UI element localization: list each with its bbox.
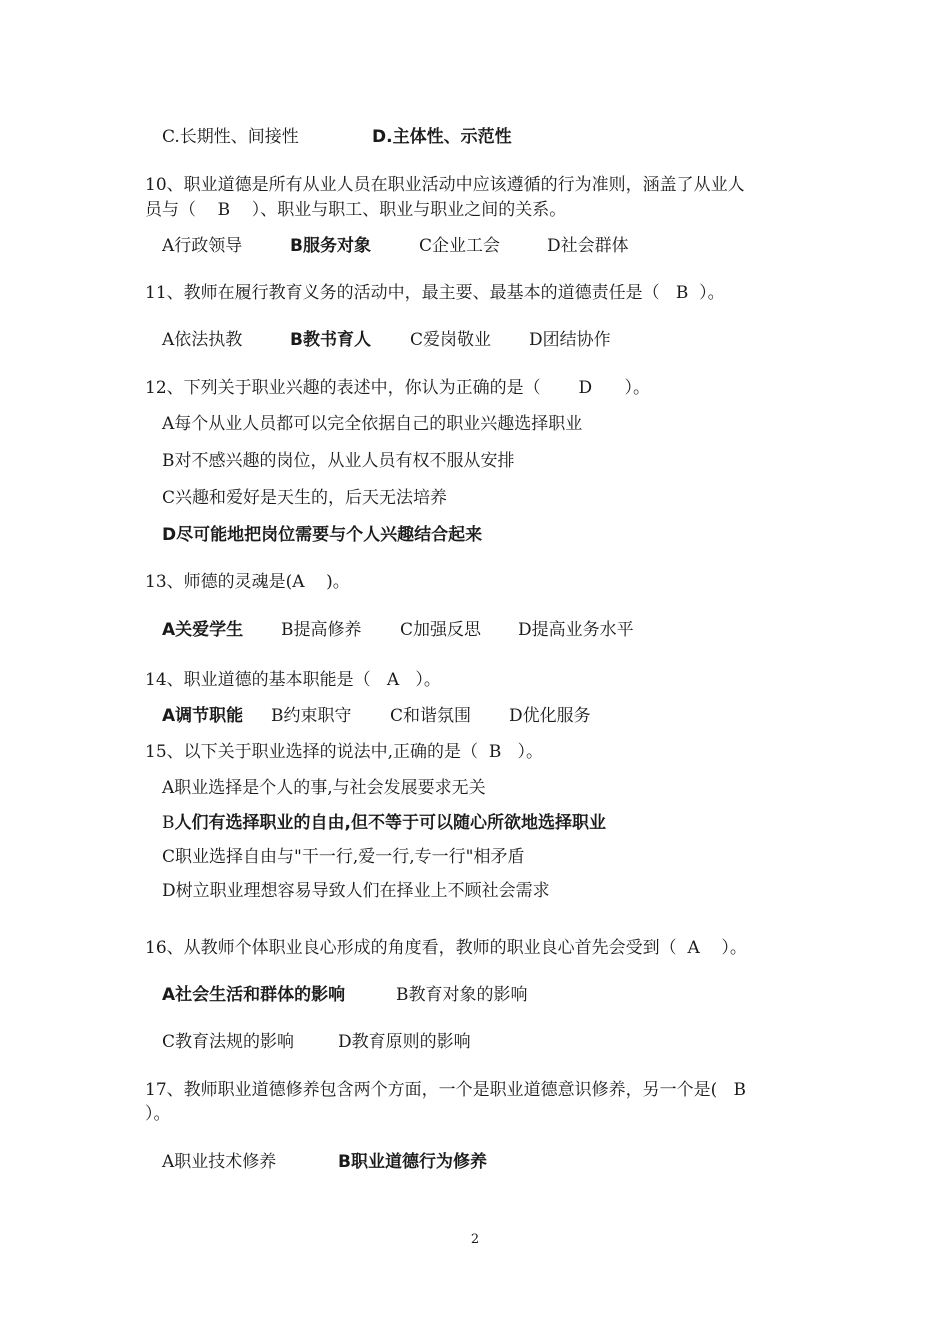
q15-option-d: D树立职业理想容易导致人们在择业上不顾社会需求 xyxy=(162,881,550,901)
q15-option-b-letter: B xyxy=(162,813,175,833)
q13-option-a-answer: A关爱学生 xyxy=(162,620,244,640)
q11-option-d: D团结协作 xyxy=(529,330,611,350)
q16-option-d: D教育原则的影响 xyxy=(338,1032,471,1052)
q13-option-c: C加强反思 xyxy=(400,620,482,640)
q10-option-c: C企业工会 xyxy=(419,236,501,256)
q16-option-a-answer: A社会生活和群体的影响 xyxy=(162,985,346,1005)
q16-option-c: C教育法规的影响 xyxy=(162,1032,295,1052)
q16-option-b: B教育对象的影响 xyxy=(396,985,528,1005)
question-10-line1: 10、职业道德是所有从业人员在职业活动中应该遵循的行为准则，涵盖了从业人 xyxy=(145,175,745,195)
question-17-line1: 17、教师职业道德修养包含两个方面，一个是职业道德意识修养，另一个是( B xyxy=(145,1080,746,1100)
q11-option-b-answer: B教书育人 xyxy=(290,330,371,350)
q15-option-b-text: 人们有选择职业的自由,但不等于可以随心所欲地选择职业 xyxy=(174,813,606,833)
question-14: 14、职业道德的基本职能是（ A ）。 xyxy=(145,670,441,690)
question-17-line2: ）。 xyxy=(145,1104,171,1124)
q14-option-a-answer: A调节职能 xyxy=(162,706,244,726)
q15-option-a: A职业选择是个人的事,与社会发展要求无关 xyxy=(162,778,486,798)
q17-option-a: A职业技术修养 xyxy=(162,1152,277,1172)
q14-option-d: D优化服务 xyxy=(509,706,591,726)
q12-option-b: B对不感兴趣的岗位，从业人员有权不服从安排 xyxy=(162,451,515,471)
question-15: 15、以下关于职业选择的说法中,正确的是（ B ）。 xyxy=(145,742,544,762)
question-13: 13、师德的灵魂是(A )。 xyxy=(145,572,350,592)
q13-option-d: D提高业务水平 xyxy=(518,620,634,640)
q10-option-b-answer: B服务对象 xyxy=(290,236,371,256)
q12-option-a: A每个从业人员都可以完全依据自己的职业兴趣选择职业 xyxy=(162,414,583,434)
page-number: 2 xyxy=(470,1232,480,1247)
q10-option-a: A行政领导 xyxy=(162,236,243,256)
question-12: 12、下列关于职业兴趣的表述中，你认为正确的是（ D ）。 xyxy=(145,378,651,398)
question-11: 11、教师在履行教育义务的活动中，最主要、最基本的道德责任是（ B ）。 xyxy=(145,283,725,303)
question-10-line2: 员与（ B ）、职业与职工、职业与职业之间的关系。 xyxy=(145,200,567,220)
q11-option-a: A依法执教 xyxy=(162,330,243,350)
q13-option-b: B提高修养 xyxy=(281,620,362,640)
q9-option-d-answer: D.主体性、示范性 xyxy=(372,127,512,147)
q15-option-b-answer xyxy=(162,812,606,834)
q14-option-c: C和谐氛围 xyxy=(390,706,472,726)
q11-option-c: C爱岗敬业 xyxy=(410,330,492,350)
q10-option-d: D社会群体 xyxy=(547,236,629,256)
q14-option-b: B约束职守 xyxy=(271,706,352,726)
q12-option-c: C兴趣和爱好是天生的，后天无法培养 xyxy=(162,488,448,508)
q17-option-b-answer: B职业道德行为修养 xyxy=(338,1152,487,1172)
q12-option-d-answer: D尽可能地把岗位需要与个人兴趣结合起来 xyxy=(162,525,483,545)
q15-option-c: C职业选择自由与"干一行,爱一行,专一行"相矛盾 xyxy=(162,847,525,867)
q9-option-c: C.长期性、间接性 xyxy=(162,127,299,147)
question-16: 16、从教师个体职业良心形成的角度看，教师的职业良心首先会受到（ A ）。 xyxy=(145,938,747,958)
